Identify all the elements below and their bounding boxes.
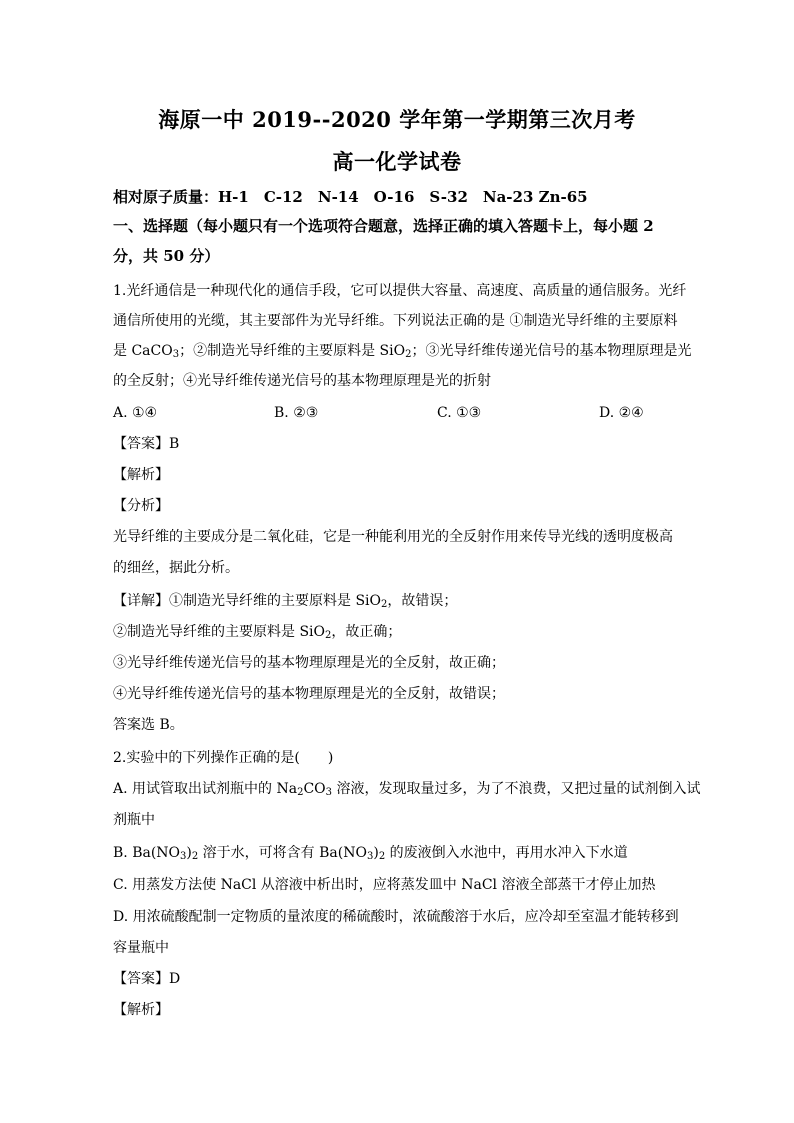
q2-option-d-line1: D. 用浓硫酸配制一定物质的量浓度的稀硫酸时，浓硫酸溶于水后，应冷却至室温才能转移到 (113, 909, 679, 925)
section-heading-line1: 一、选择题（每小题只有一个选项符合题意，选择正确的填入答题卡上，每小题 2 (113, 217, 654, 235)
q1-analysis-label: 【解析】 (113, 467, 169, 483)
q1-option-c: C. ①③ (437, 405, 482, 421)
q1-fenxi-label: 【分析】 (113, 498, 169, 514)
q2-text: 溶液，发现取量过多，为了不浪费，又把过量的试剂倒入试 (332, 781, 701, 797)
q2-text: 溶于水，可将含有 Ba(NO (198, 845, 367, 861)
q1-text: 【详解】①制造光导纤维的主要原料是 SiO (113, 593, 381, 609)
subscript: 2 (381, 599, 388, 610)
q2-stem: 2.实验中的下列操作正确的是( ) (113, 750, 334, 766)
q2-text: ) (373, 845, 379, 861)
section-heading-line2: 分，共 50 分） (113, 247, 220, 265)
subscript: 2 (191, 851, 199, 862)
subscript: 3 (366, 851, 374, 862)
atomic-mass-line: 相对原子质量：H-1 C-12 N-14 O-16 S-32 Na-23 Zn-65 (113, 188, 588, 206)
q1-text: ，故正确； (331, 624, 402, 640)
q1-detail-5: 答案选 B。 (113, 717, 184, 733)
q1-text: ②制造光导纤维的主要原料是 SiO (113, 624, 325, 640)
q2-text: A. 用试管取出试剂瓶中的 Na (113, 781, 298, 797)
q1-detail-1 (113, 591, 683, 611)
q1-text: ；③光导纤维传递光信号的基本物理原理是光 (411, 343, 692, 359)
q2-text: 的废液倒入水池中，再用水冲入下水道 (385, 845, 628, 861)
q1-option-b: B. ②③ (274, 405, 319, 421)
q2-option-d-line2: 容量瓶中 (113, 940, 169, 956)
q2-answer: 【答案】D (113, 971, 181, 987)
exam-subtitle: 高一化学试卷 (332, 149, 462, 174)
q2-analysis-label: 【解析】 (113, 1002, 169, 1018)
q1-text: ，故错误； (387, 593, 458, 609)
q2-option-a-line1 (113, 779, 701, 799)
subscript: 3 (325, 787, 333, 798)
q1-stem-line4: 的全反射；④光导纤维传递光信号的基本物理原理是光的折射 (113, 373, 491, 389)
subscript: 2 (297, 787, 304, 798)
q1-answer: 【答案】B (113, 436, 180, 452)
exam-title: 海原一中 2019--2020 学年第一学期第三次月考 (158, 107, 636, 132)
q1-fenxi-line2: 的细丝，据此分析。 (113, 560, 239, 576)
subscript: 3 (180, 851, 187, 862)
q1-stem-line3 (113, 341, 692, 361)
q2-option-c: C. 用蒸发方法使 NaCl 从溶液中析出时，应将蒸发皿中 NaCl 溶液全部蒸干才停止加热 (113, 877, 656, 893)
q1-option-a: A. ①④ (113, 405, 158, 421)
subscript: 2 (378, 851, 386, 862)
q1-detail-3: ③光导纤维传递光信号的基本物理原理是光的全反射，故正确； (113, 655, 505, 671)
q1-option-d: D. ②④ (599, 405, 644, 421)
q1-fenxi-line1: 光导纤维的主要成分是二氧化硅，它是一种能利用光的全反射作用来传导光线的透明度极高 (113, 529, 673, 545)
q1-stem-line1: 1.光纤通信是一种现代化的通信手段，它可以提供大容量、高速度、高质量的通信服务。光纤 (113, 283, 687, 299)
q2-text: B. Ba(NO (113, 845, 181, 861)
subscript: 2 (325, 630, 332, 641)
q1-detail-2 (113, 622, 683, 642)
subscript: 2 (405, 349, 412, 360)
q2-option-a-line2: 剂瓶中 (113, 812, 155, 828)
q1-text: ；②制造光导纤维的主要原料是 SiO (179, 343, 406, 359)
q2-text: CO (303, 781, 326, 797)
q2-text: ) (186, 845, 192, 861)
q2-option-b (113, 843, 683, 863)
q1-stem-line2: 通信所使用的光缆，其主要部件为光导纤维。下列说法正确的是 ①制造光导纤维的主要原料 (113, 313, 678, 329)
subscript: 3 (172, 349, 180, 360)
q1-detail-4: ④光导纤维传递光信号的基本物理原理是光的全反射，故错误； (113, 686, 505, 702)
q1-text: 是 CaCO (113, 343, 173, 359)
